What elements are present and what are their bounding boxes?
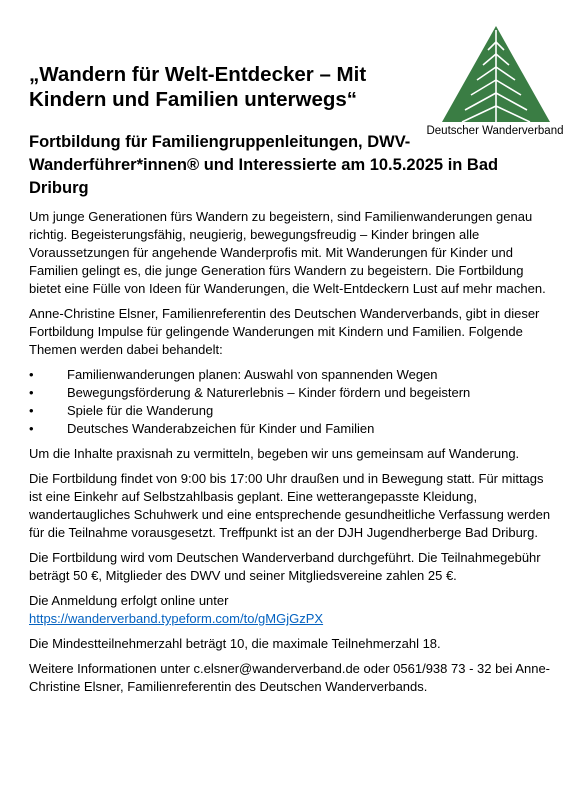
list-item-text: Spiele für die Wanderung — [67, 403, 214, 418]
bullet-icon: • — [29, 367, 34, 382]
list-item-text: Bewegungsförderung & Naturerlebnis – Kinder fördern und begeistern — [67, 385, 471, 400]
speaker-paragraph: Anne-Christine Elsner, Familienreferentin des Deutschen Wanderverbands, gibt in dieser Fortbildung Impulse für gelingende Wanderungen mit Kindern und Familien. Folgende Themen werden dabei behandelt: — [29, 306, 540, 357]
page-subtitle: Fortbildung für Familiengruppenleitungen, DWV-Wanderführer*innen® und Interessierte am 10.5.2025 in Bad Driburg — [29, 133, 499, 197]
logo-text: Deutscher Wanderverband — [426, 125, 564, 137]
bullet-icon: • — [29, 385, 34, 400]
list-item-text: Familienwanderungen planen: Auswahl von spannenden Wegen — [67, 367, 438, 382]
participants-paragraph: Die Mindestteilnehmerzahl beträgt 10, die maximale Teilnehmerzahl 18. — [29, 636, 441, 651]
list-item — [29, 402, 554, 420]
topic-list — [29, 366, 554, 438]
body-text — [29, 208, 554, 703]
fee-paragraph: Die Fortbildung wird vom Deutschen Wanderverband durchgeführt. Die Teilnahmegebühr beträgt 50 €, Mitglieder des DWV und seiner Mitgliedsvereine zahlen 25 €. — [29, 550, 541, 583]
registration-text: Die Anmeldung erfolgt online unter — [29, 593, 229, 608]
list-item — [29, 366, 554, 384]
contact-paragraph: Weitere Informationen unter c.elsner@wanderverband.de oder 0561/938 73 - 32 bei Anne-Christine Elsner, Familienreferentin des Deutschen Wanderverbands. — [29, 661, 551, 694]
registration-link[interactable]: https://wanderverband.typeform.com/to/gMGjGzPX — [29, 611, 324, 626]
triangle-tree-logo-icon — [440, 24, 552, 124]
list-item — [29, 384, 554, 402]
registration-paragraph — [29, 592, 554, 628]
dwv-logo — [418, 24, 574, 142]
list-item — [29, 420, 554, 438]
practice-paragraph: Um die Inhalte praxisnah zu vermitteln, begeben wir uns gemeinsam auf Wanderung. — [29, 446, 520, 461]
bullet-icon: • — [29, 403, 34, 418]
intro-paragraph: Um junge Generationen fürs Wandern zu begeistern, sind Familienwanderungen genau richtig. Begeisterungsfähig, neugierig, bewegungsfreudig – Kinder bringen alle Voraussetzungen für angehende Wanderprofis mit. Mit Wanderungen für Kinder und Familien gelingt es, die junge Generation fürs Wandern zu begeistern. Die Fortbildung bietet eine Fülle von Ideen für Wanderungen, die Welt-Entdeckern Lust auf mehr machen. — [29, 209, 546, 296]
schedule-paragraph: Die Fortbildung findet von 9:00 bis 17:00 Uhr draußen und in Bewegung statt. Für mittags ist eine Einkehr auf Selbstzahlbasis geplant. Eine wetterangepasste Kleidung, wandertaugliches Schuhwerk und eine entsprechende gesundheitliche Verfassung werden für die Teilnahme vorausgesetzt. Treffpunkt ist an der DJH Jugendherberge Bad Driburg. — [29, 471, 551, 540]
bullet-icon: • — [29, 421, 34, 436]
list-item-text: Deutsches Wanderabzeichen für Kinder und Familien — [67, 421, 375, 436]
page-title: „Wandern für Welt-Entdecker – Mit Kindern und Familien unterwegs“ — [29, 63, 367, 111]
